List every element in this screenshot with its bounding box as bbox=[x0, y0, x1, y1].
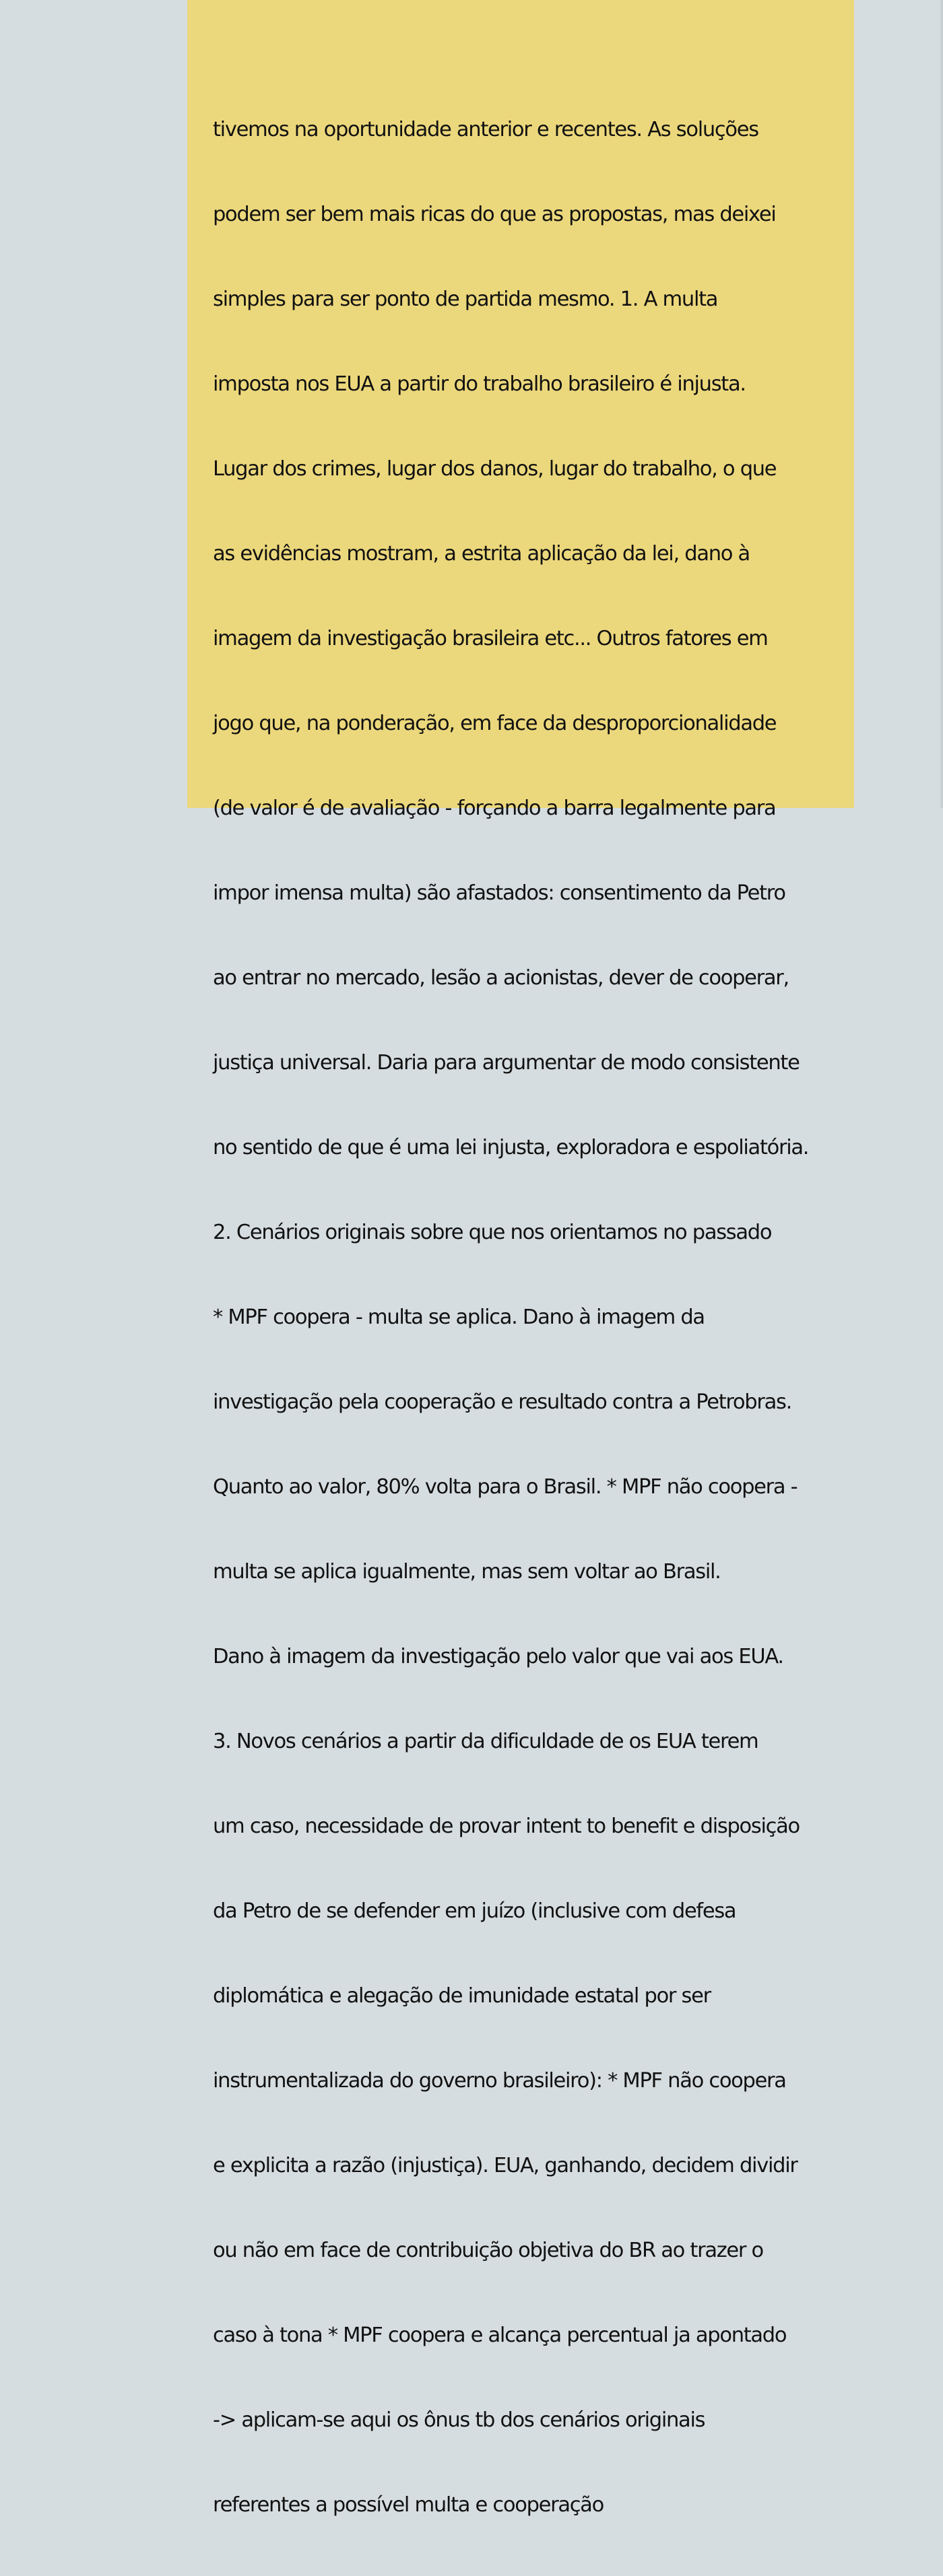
message-line: Lugar dos crimes, lugar dos danos, lugar do trabalho, o que bbox=[213, 457, 777, 481]
message-line: podem ser bem mais ricas do que as propostas, mas deixei bbox=[213, 203, 776, 226]
message-line: -> aplicam-se aqui os ônus tb dos cenários originais bbox=[213, 2408, 705, 2432]
scrollbar-track[interactable] bbox=[940, 0, 943, 808]
message-line: impor imensa multa) são afastados: consentimento da Petro bbox=[213, 881, 785, 905]
message-line: simples para ser ponto de partida mesmo. 1. A multa bbox=[213, 287, 718, 311]
message-line: as evidências mostram, a estrita aplicação da lei, dano à bbox=[213, 542, 750, 566]
message-line: referentes a possível multa e cooperação bbox=[213, 2493, 604, 2517]
message-line: no sentido de que é uma lei injusta, exploradora e espoliatória. bbox=[213, 1136, 809, 1159]
message-line: imposta nos EUA a partir do trabalho brasileiro é injusta. bbox=[213, 372, 746, 396]
message-line: multa se aplica igualmente, mas sem voltar ao Brasil. bbox=[213, 1560, 721, 1584]
message-line: imagem da investigação brasileira etc... Outros fatores em bbox=[213, 627, 768, 650]
message-line bbox=[213, 31, 846, 59]
message-line: 3. Novos cenários a partir da dificuldade de os EUA terem bbox=[213, 1730, 758, 1753]
message-line: tivemos na oportunidade anterior e recentes. As soluções bbox=[213, 118, 758, 141]
message-line: instrumentalizada do governo brasileiro): * MPF não coopera bbox=[213, 2069, 786, 2093]
message-line: e explicita a razão (injustiça). EUA, ganhando, decidem dividir bbox=[213, 2154, 798, 2177]
message-line: justiça universal. Daria para argumentar de modo consistente bbox=[213, 1051, 800, 1075]
message-line: caso à tona * MPF coopera e alcança percentual ja apontado bbox=[213, 2324, 787, 2347]
message-line: Dano à imagem da investigação pelo valor que vai aos EUA. bbox=[213, 1645, 783, 1668]
message-line: (de valor é de avaliação - forçando a barra legalmente para bbox=[213, 796, 776, 820]
message-line: ou não em face de contribuição objetiva do BR ao trazer o bbox=[213, 2239, 763, 2262]
message-line: diplomática e alegação de imunidade estatal por ser bbox=[213, 1984, 711, 2008]
message-line: Quanto ao valor, 80% volta para o Brasil. * MPF não coopera - bbox=[213, 1475, 798, 1499]
message-line: * MPF coopera - multa se aplica. Dano à imagem da bbox=[213, 1306, 705, 1329]
message-line: investigação pela cooperação e resultado contra a Petrobras. bbox=[213, 1390, 791, 1414]
message-line: um caso, necessidade de provar intent to benefit e disposição bbox=[213, 1815, 800, 1838]
message-line: jogo que, na ponderação, em face da desproporcionalidade bbox=[213, 712, 777, 735]
message-bubble[interactable] bbox=[187, 0, 854, 2517]
message-line: 2. Cenários originais sobre que nos orientamos no passado bbox=[213, 1221, 772, 1244]
message-text bbox=[213, 0, 846, 2576]
message-line: ao entrar no mercado, lesão a acionistas, dever de cooperar, bbox=[213, 966, 789, 990]
message-line: da Petro de se defender em juízo (inclusive com defesa bbox=[213, 1899, 736, 1923]
